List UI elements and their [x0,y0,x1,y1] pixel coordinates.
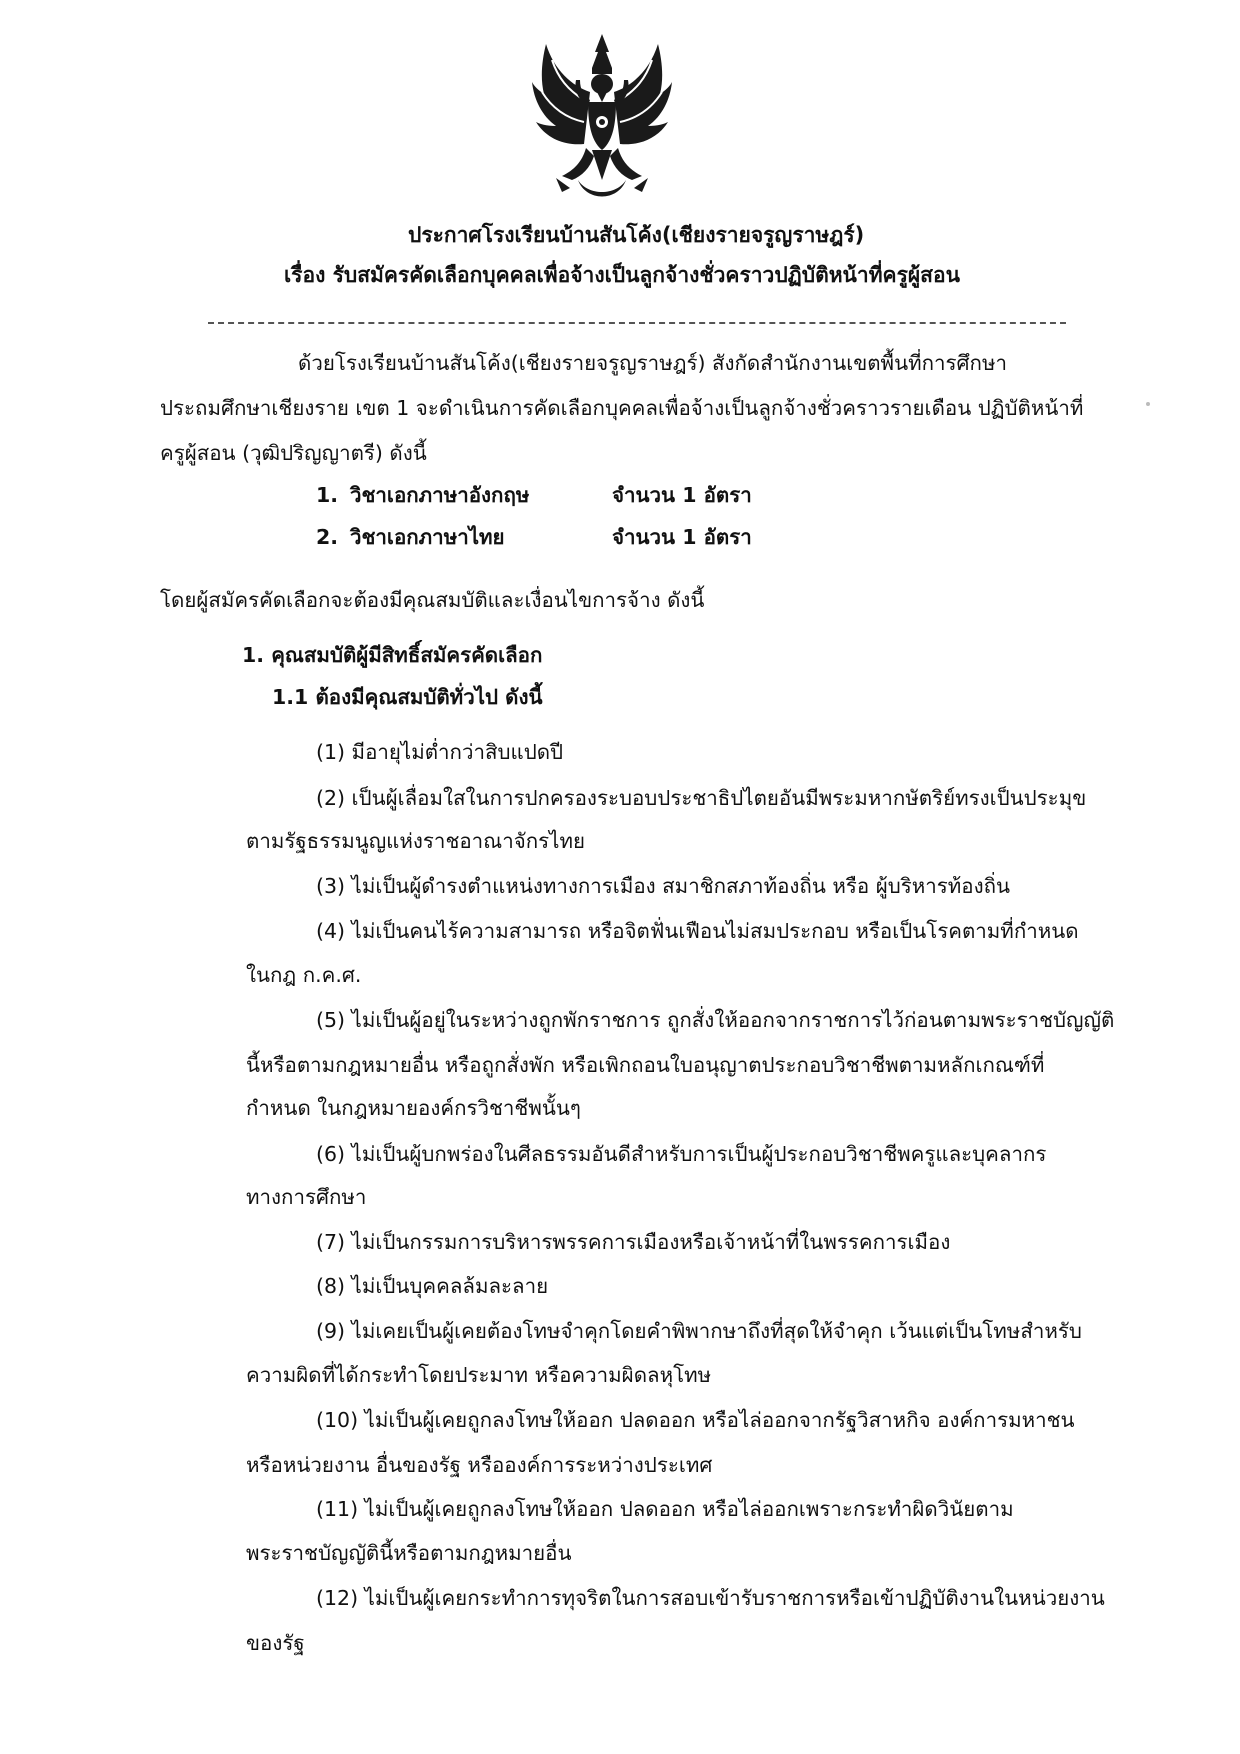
item-11-line-2: พระราชบัญญัตินี้หรือตามกฎหมายอื่น [246,1541,572,1565]
intro-line-2: ประถมศึกษาเชียงราย เขต 1 จะดำเนินการคัดเลือกบุคคลเพื่อจ้างเป็นลูกจ้างชั่วคราวรายเดือน ปฏิบัติหน้าที่ [160,396,1084,420]
item-1-line-1: (1) มีอายุไม่ต่ำกว่าสิบแปดปี [316,740,564,764]
position-2-count: จำนวน 1 อัตรา [612,525,752,549]
position-1-number: 1. [316,483,339,507]
announcement-subject: เรื่อง รับสมัครคัดเลือกบุคคลเพื่อจ้างเป็นลูกจ้างชั่วคราวปฏิบัติหน้าที่ครูผู้สอน [284,263,960,287]
item-5-line-1: (5) ไม่เป็นผู้อยู่ในระหว่างถูกพักราชการ ถูกสั่งให้ออกจากราชการไว้ก่อนตามพระราชบัญญัติ [316,1008,1115,1032]
header-divider [208,322,1066,324]
conditions-intro: โดยผู้สมัครคัดเลือกจะต้องมีคุณสมบัติและเงื่อนไขการจ้าง ดังนี้ [160,588,705,612]
position-1-subject: วิชาเอกภาษาอังกฤษ [350,483,530,507]
item-12-line-1: (12) ไม่เป็นผู้เคยกระทำการทุจริตในการสอบเข้ารับราชการหรือเข้าปฏิบัติงานในหน่วยงาน [316,1586,1105,1610]
announcement-title: ประกาศโรงเรียนบ้านสันโค้ง(เชียงรายจรูญราษฎร์) [408,223,865,247]
position-2-number: 2. [316,525,339,549]
item-2-line-2: ตามรัฐธรรมนูญแห่งราชอาณาจักรไทย [246,829,585,853]
item-11-line-1: (11) ไม่เป็นผู้เคยถูกลงโทษให้ออก ปลดออก หรือไล่ออกเพราะกระทำผิดวินัยตาม [316,1497,1014,1521]
scan-speck [1146,402,1150,406]
intro-line-3: ครูผู้สอน (วุฒิปริญญาตรี) ดังนี้ [160,441,427,465]
intro-line-1: ด้วยโรงเรียนบ้านสันโค้ง(เชียงรายจรูญราษฎร์) สังกัดสำนักงานเขตพื้นที่การศึกษา [298,351,1007,375]
item-10-line-2: หรือหน่วยงาน อื่นของรัฐ หรือองค์การระหว่างประเทศ [246,1453,713,1477]
item-12-line-2: ของรัฐ [246,1631,305,1655]
position-1-count: จำนวน 1 อัตรา [612,483,752,507]
item-10-line-1: (10) ไม่เป็นผู้เคยถูกลงโทษให้ออก ปลดออก หรือไล่ออกจากรัฐวิสาหกิจ องค์การมหาชน [316,1408,1075,1432]
section-1-1-heading: 1.1 ต้องมีคุณสมบัติทั่วไป ดังนี้ [272,685,543,709]
item-9-line-2: ความผิดที่ได้กระทำโดยประมาท หรือความผิดลหุโทษ [246,1363,712,1387]
item-8-line-1: (8) ไม่เป็นบุคคลล้มละลาย [316,1274,549,1298]
item-7-line-1: (7) ไม่เป็นกรรมการบริหารพรรคการเมืองหรือเจ้าหน้าที่ในพรรคการเมือง [316,1230,951,1254]
item-5-line-2: นี้หรือตามกฎหมายอื่น หรือถูกสั่งพัก หรือเพิกถอนใบอนุญาตประกอบวิชาชีพตามหลักเกณฑ์ที่ [246,1053,1045,1077]
item-5-line-3: กำหนด ในกฎหมายองค์กรวิชาชีพนั้นๆ [246,1096,581,1120]
item-9-line-1: (9) ไม่เคยเป็นผู้เคยต้องโทษจำคุกโดยคำพิพากษาถึงที่สุดให้จำคุก เว้นแต่เป็นโทษสำหรับ [316,1319,1082,1343]
garuda-emblem-icon [532,30,672,205]
item-6-line-2: ทางการศึกษา [246,1185,367,1209]
item-4-line-2: ในกฎ ก.ค.ศ. [246,963,362,987]
item-4-line-1: (4) ไม่เป็นคนไร้ความสามารถ หรือจิตฟั่นเฟือนไม่สมประกอบ หรือเป็นโรคตามที่กำหนด [316,919,1079,943]
item-2-line-1: (2) เป็นผู้เลื่อมใสในการปกครองระบอบประชาธิปไตยอันมีพระมหากษัตริย์ทรงเป็นประมุข [316,786,1087,810]
position-2-subject: วิชาเอกภาษาไทย [350,525,505,549]
section-1-heading: 1. คุณสมบัติผู้มีสิทธิ์สมัครคัดเลือก [242,643,543,667]
item-3-line-1: (3) ไม่เป็นผู้ดำรงตำแหน่งทางการเมือง สมาชิกสภาท้องถิ่น หรือ ผู้บริหารท้องถิ่น [316,874,1011,898]
item-6-line-1: (6) ไม่เป็นผู้บกพร่องในศีลธรรมอันดีสำหรับการเป็นผู้ประกอบวิชาชีพครูและบุคลากร [316,1142,1047,1166]
